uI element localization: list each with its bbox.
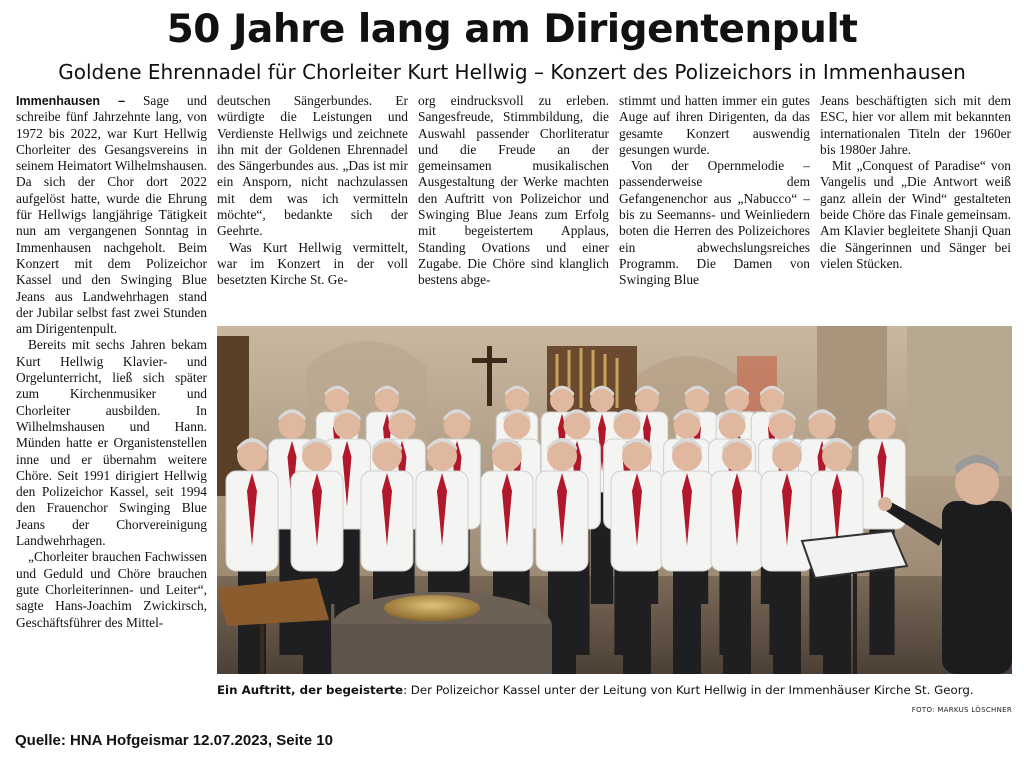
article-column-2 xyxy=(217,93,408,328)
paragraph: deutschen Sängerbundes. Er würdigte die Leistungen und Verdienste Hellwigs und zeichnete ihn mit der Goldenen Ehrennadel des Sängerbundes aus. „Das ist mir ein Ansporn, nicht nachzulassen mit dem was ich vermitteln möchte“, bedankte sich der Geehrte. xyxy=(217,93,408,239)
article-column-4 xyxy=(619,93,810,328)
paragraph: „Chorleiter brauchen Fachwissen und Geduld und Chöre brauchen gute Chorleiterinnen- und Leiter“, sagte Hans-Joachim Zwickirsch, Geschäftsführer des Mittel- xyxy=(16,549,207,630)
article-column-5 xyxy=(820,93,1011,328)
paragraph: org eindrucksvoll zu erleben. Sangesfreude, Stimmbildung, die Auswahl passender Chorliteratur und die Freude an der gemeinsamen musikalischen Ausgestaltung der Werke machten den Auftritt von Polizeichor und Swinging Blue Jeans zum Erfolg mit begeistertem Applaus, Standing Ovations und einer Zugabe. Die Chöre sind klanglich bestens abge- xyxy=(418,93,609,288)
paragraph: Bereits mit sechs Jahren bekam Kurt Hellwig Klavier- und Orgelunterricht, ließ sich später zum Kirchenmusiker und Chorleiter ausbilden. In Wilhelmshausen und Hann. Münden hatte er Organistenstellen inne und er übernahm weitere Chöre. Seit 1991 dirigiert Hellwig den Polizeichor Kassel, seit 1994 den Frauenchor Swinging Blue Jeans der Chorvereinigung Landwehrhagen. xyxy=(16,337,207,549)
paragraph-text: Sage und schreibe fünf Jahrzehnte lang, von 1972 bis 2022, war Kurt Hellwig Chorleiter des Gesangsvereins in seinem Heimatort Wilhelmshausen. Da sich der Chor dort 2022 aufgelöst hatte, wurde die Ehrung für Hellwigs langjährige Tätigkeit nun am vergangenen Sonntag in Immenhausen nachgeholt. Beim Konzert mit dem Polizeichor Kassel und den Swinging Blue Jeans aus Landwehrhagen stand der Jubilar selbst fast zwei Stunden am Dirigentenpult. xyxy=(16,93,207,337)
caption-text: : Der Polizeichor Kassel unter der Leitung von Kurt Hellwig in der Immenhäuser Kirche St. Georg. xyxy=(403,683,974,697)
paragraph: Was Kurt Hellwig vermittelt, war im Konzert in der voll besetzten Kirche St. Ge- xyxy=(217,239,408,288)
source-line: Quelle: HNA Hofgeismar 12.07.2023, Seite 10 xyxy=(15,732,333,749)
subheadline: Goldene Ehrennadel für Chorleiter Kurt Hellwig – Konzert des Polizeichors in Immenhausen xyxy=(58,60,966,84)
caption-lead: Ein Auftritt, der begeisterte xyxy=(217,683,404,697)
paragraph xyxy=(16,93,207,337)
brass-bowl xyxy=(384,595,480,621)
fresco xyxy=(907,326,1012,476)
crucifix xyxy=(487,346,492,406)
paragraph: Jeans beschäftigten sich mit dem ESC, hier vor allem mit bekannten internationalen Titeln der 1960er bis 1980er Jahre. xyxy=(820,93,1011,157)
paragraph: stimmt und hatten immer ein gutes Auge auf ihren Dirigenten, da das gesamte Konzert auswendig gesungen wurde. xyxy=(619,93,810,157)
article-column-3 xyxy=(418,93,609,328)
choir-photo xyxy=(217,326,1012,674)
headline: 50 Jahre lang am Dirigentenpult xyxy=(166,7,858,52)
article-column-1 xyxy=(16,93,207,703)
photo-credit: FOTO: MARKUS LÖSCHNER xyxy=(911,706,1012,714)
paragraph: Von der Opernmelodie – passenderweise dem Gefangenenchor aus „Nabucco“ – bis zu Seemanns- und Weinliedern boten die Herren des Polizeichores ein abwechslungsreiches Programm. Die Damen von Swinging Blue xyxy=(619,158,810,288)
dateline: Immenhausen – xyxy=(16,94,126,108)
paragraph: Mit „Conquest of Paradise“ von Vangelis und „Die Antwort weiß ganz allein der Wind“ gestalteten beide Chöre das Finale gemeinsam. Am Klavier begleitete Shanji Quan die Sängerinnen und Sänger bei vielen Stücken. xyxy=(820,158,1011,271)
photo-caption xyxy=(217,683,1012,698)
choir-photo-illustration xyxy=(217,326,1012,674)
